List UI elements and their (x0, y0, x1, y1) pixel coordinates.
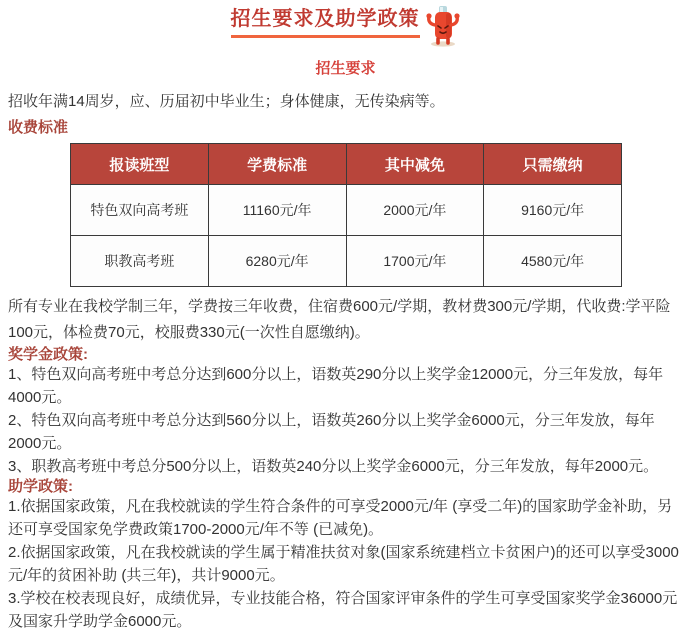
fees-heading: 收费标准 (8, 119, 69, 136)
aid-heading: 助学政策: (8, 478, 73, 495)
col-header-payable: 只需缴纳 (484, 144, 622, 185)
cell-class-type: 特色双向高考班 (71, 185, 209, 236)
aid-item: 2.依据国家政策，凡在我校就读的学生属于精准扶贫对象(国家系统建档立卡贫困户)的还可以享受3000元/年的贫困补助 (共三年)，共计9000元。 (8, 544, 679, 584)
article-body (0, 89, 691, 633)
table-row (71, 236, 622, 287)
cell-payable: 9160元/年 (484, 185, 622, 236)
aid-policy-section (8, 478, 683, 633)
page-header (0, 0, 691, 51)
section-subtitle: 招生要求 (315, 60, 376, 77)
col-header-tuition: 学费标准 (208, 144, 346, 185)
col-header-class-type: 报读班型 (71, 144, 209, 185)
col-header-reduction: 其中减免 (346, 144, 484, 185)
scholarship-item: 2、特色双向高考班中考总分达到560分以上，语数英260分以上奖学金6000元，分三年发放，每年2000元。 (8, 412, 655, 452)
scholarship-policy-section (8, 346, 683, 478)
scholarship-item: 1、特色双向高考班中考总分达到600分以上，语数英290分以上奖学金12000元，分三年发放，每年4000元。 (8, 366, 664, 406)
page-title: 招生要求及助学政策 (230, 8, 420, 30)
aid-item: 1.依据国家政策，凡在我校就读的学生符合条件的可享受2000元/年 (享受二年)的国家助学金补助，另还可享受国家免学费政策1700-2000元/年不等 (已减免)。 (8, 498, 673, 538)
cell-tuition: 6280元/年 (208, 236, 346, 287)
cell-class-type: 职教高考班 (71, 236, 209, 287)
scholarship-item: 3、职教高考班中考总分500分以上，语数英240分以上奖学金6000元，分三年发放，每年2000元。 (8, 458, 659, 475)
red-firecracker-mascot-icon (425, 5, 461, 51)
admission-requirements-text: 招收年满14周岁，应、历届初中毕业生；身体健康，无传染病等。 (8, 93, 445, 110)
cell-reduction: 2000元/年 (346, 185, 484, 236)
aid-item: 3.学校在校表现良好，成绩优异，专业技能合格，符合国家评审条件的学生可享受国家奖学金36000元及国家升学助学金6000元。 (8, 590, 678, 630)
cell-reduction: 1700元/年 (346, 236, 484, 287)
scholarship-heading: 奖学金政策: (8, 346, 88, 363)
tuition-fee-table (70, 143, 622, 287)
table-header-row (71, 144, 622, 185)
title-block (231, 7, 420, 38)
table-row (71, 185, 622, 236)
title-underline (231, 35, 420, 38)
fees-note-text: 所有专业在我校学制三年，学费按三年收费，住宿费600元/学期，教材费300元/学期，代收费:学平险100元，体检费70元，校服费330元(一次性自愿缴纳)。 (8, 298, 671, 341)
cell-tuition: 11160元/年 (208, 185, 346, 236)
cell-payable: 4580元/年 (484, 236, 622, 287)
